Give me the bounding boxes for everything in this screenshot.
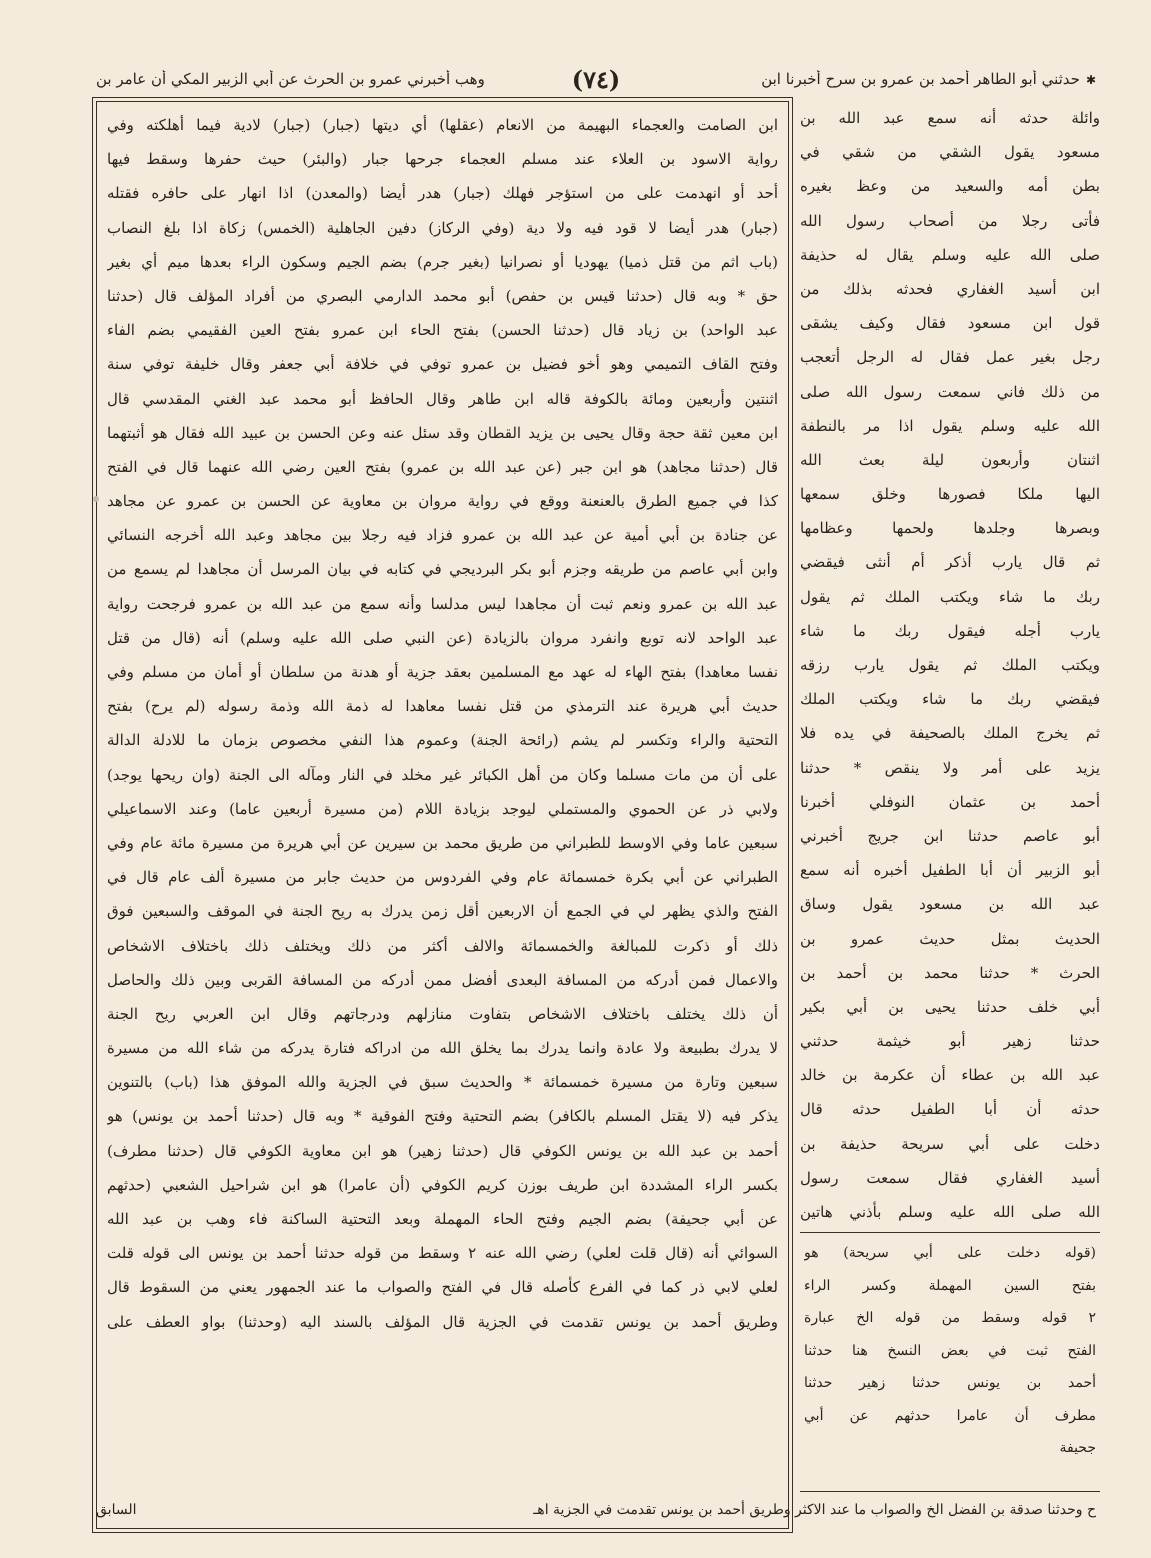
footnote-line: مطرف أن عامرا حدثهم عن أبي [804,1407,1096,1424]
page-header [96,62,1096,96]
commentary-line: وفتح القاف التميمي وهو أخو فضيل بن عمرو توفي في خلافة أبي جعفر وقال خليفة توفي سنة [107,355,778,374]
hadith-line: حدثه أن أبا الطفيل حدثه قال [800,1100,1100,1119]
hadith-lines [800,101,1100,1221]
commentary-line: أن ذلك يختلف باختلاف الاشخاص بتفاوت منازلهم ودرجاتهم وقال ابن العربي ريح الجنة [107,1004,778,1023]
page-number: (٧٤) [571,64,621,94]
commentary-line: الفتح والذي يظهر لي في الجمع أن الاربعين أقل زمن يدرك به ريح الجنة في الموقف والسبعين فوق [107,902,778,921]
commentary-line: حق * وبه قال (حدثنا قيس بن حفص) أبو محمد الدارمي البصري من أفراد المؤلف قال (حدثنا [107,286,778,305]
footnote-lines [804,1237,1096,1465]
hadith-line: أسيد الغفاري فقال سمعت رسول [800,1168,1100,1187]
commentary-line: حديث أبي هريرة عند الترمذي من قتل نفسا معاهدا له ذمة الله وذمة رسوله (لم يرح) بفتح [107,697,778,716]
commentary-line: اثنتين وأربعين ومائة بالكوفة قاله ابن طاهر وقال الحافظ أبو محمد عبد الغني المقدسي قال [107,389,778,408]
commentary-line: على أن من مات مسلما وكان من أهل الكبائر غير مخلد في النار ومآله الى الجنة (وان ريحها يوجد) [107,765,778,784]
commentary-line: (جبار) هدر أيضا لا قود فيه ولا دية (وفي الركاز) دفين الجاهلية (الخمس) زكاة اذا بلغ النصاب [107,218,778,237]
commentary-line: عبد الواحد) بن زياد قال (حدثنا الحسن) بفتح الحاء ابن عمرو بفتح العين الفقيمي بضم الفاء [107,321,778,340]
hadith-line: الله عليه وسلم يقول اذا مر بالنطفة [800,416,1100,435]
footnote-line: أحمد بن يونس حدثنا زهير حدثنا [804,1375,1096,1391]
commentary-line: ولابي ذر عن الحموي والمستملي ليوجد بزيادة اللام (من مسيرة أربعين عاما) وعند الاسماعيلي [107,799,778,818]
hadith-line: مسعود يقول الشقي من شقي في [800,143,1100,162]
hadith-line: اليها ملكا فصورها وخلق سمعها [800,485,1100,504]
hadith-line: بطن أمه والسعيد من وعظ بغيره [800,177,1100,196]
hadith-line: الله صلى الله عليه وسلم بأذني هاتين [800,1203,1100,1221]
footnote-line: الفتح ثبت في بعض النسخ هنا حدثنا [804,1342,1096,1359]
commentary-line: يذكر فيه (لا يقتل المسلم بالكافر) بضم التحتية وفتح الفوقية * وبه قال (حدثنا أحمد بن يونس) هو [107,1107,778,1126]
commentary-line: عبد الله بن عمرو ونعم ثبت أن مجاهدا ليس مدلسا وأنه سمع من عبد الله بن عمرو فرجحت رواية [107,594,778,613]
footer-catchword: السابق [96,1502,137,1518]
hadith-line: ابن أسيد الغفاري فحدثه بذلك من [800,279,1100,298]
hadith-line: ثم يخرج الملك بالصحيفة في يده فلا [800,724,1100,743]
header-left-text: وهب أخبرني عمرو بن الحرث عن أبي الزبير المكي أن عامر بن [96,70,485,88]
hadith-line: يزيد على أمر ولا ينقص * حدثنا [800,758,1100,777]
hadith-line: فيقضي ربك ما شاء ويكتب الملك [800,690,1100,709]
commentary-line: عن أبي جحيفة) بضم الجيم وفتح الحاء المهملة وبعد التحتية الساكنة فاء وهب بن عبد الله [107,1210,778,1228]
header-right-text: ✱حدثني أبو الطاهر أحمد بن عمرو بن سرح أخبرنا ابن [761,70,1096,88]
commentary-line: لعلي لابي ذر كما في الفرع كأصله قال في الفتح والصواب ما عند الجمهور يعني من السقوط قال [107,1278,778,1297]
asterisk-icon: ✱ [1085,73,1096,87]
hadith-line: رجل بغير عمل فقال له الرجل أتعجب [800,348,1100,367]
hadith-line: يارب أجله فيقول ربك ما شاء [800,621,1100,640]
hadith-line: أبي خلف حدثنا يحيى بن أبي بكير [800,997,1100,1016]
commentary-box [96,101,789,1529]
hadith-line: الحديث بمثل حديث عمرو بن [800,929,1100,948]
hadith-line: فأتى رجلا من أصحاب رسول الله [800,211,1100,230]
hadith-text-column [800,101,1100,1221]
hadith-line: أبو الزبير أن أبا الطفيل أخبره أنه سمع [800,861,1100,880]
hadith-line: حدثنا زهير أبو خيثمة حدثني [800,1032,1100,1051]
commentary-line: وطريق أحمد بن يونس تقدمت في الجزية قال المؤلف بالسند اليه (وحدثنا) بواو العطف على [107,1312,778,1331]
commentary-line: ابن الصامت والعجماء البهيمة من الانعام (عقلها) أي ديتها (جبار) (جبار) لادية فيما أهلكته وفي [107,116,778,134]
hadith-line: وبصرها وجلدها ولحمها وعظامها [800,519,1100,538]
hadith-line: صلى الله عليه وسلم يقال له حذيفة [800,245,1100,264]
page-footer [96,1494,1096,1526]
hadith-line: قول ابن مسعود فقال وكيف يشقى [800,314,1100,333]
hadith-line: ربك ما شاء ويكتب الملك ثم يقول [800,587,1100,606]
footer-text: ح وحدثنا صدقة بن الفضل الخ والصواب ما عند الاكثر وطريق أحمد بن يونس تقدمت في الجزية اهـ [533,1502,1096,1518]
commentary-line: أحد أو انهدمت على من استؤجر فهلك (جبار) هدر أيضا (والمعدن) اذا انهار على حافره فقتله [107,184,778,203]
commentary-line: رواية الاسود بن العلاء عند مسلم العجماء جرحها جبار (والبئر) حيث حفرها وسقط فيها [107,150,778,169]
hadith-line: الحرث * حدثنا محمد بن أحمد بن [800,963,1100,982]
commentary-lines [107,108,778,1339]
margin-speck [93,496,99,502]
hadith-line: اثنتان وأربعون ليلة بعث الله [800,450,1100,469]
commentary-line: ذلك أو ذكرت للمبالغة والخمسمائة والالف أكثر من ذلك ويختلف ذلك باختلاف الاشخاص [107,936,778,955]
hadith-line: أحمد بن عثمان النوفلي أخبرنا [800,792,1100,811]
commentary-line: سبعين عاما وفي الاوسط للطبراني من طريق محمد بن سيرين عن أبي هريرة من مسيرة مائة عام وفي [107,833,778,852]
commentary-line: قال (حدثنا مجاهد) هو ابن جبر (عن عبد الله بن عمرو) بفتح العين رضي الله عنهما قال في الفتح [107,457,778,476]
hadith-line: عبد الله بن عطاء أن عكرمة بن خالد [800,1066,1100,1085]
commentary-line: (باب اثم من قتل ذميا) يهوديا أو نصرانيا (بغير جرم) بضم الجيم وسكون الراء بعدها ميم أي بغير [107,252,778,271]
commentary-line: سبعين وتارة من مسيرة خمسمائة * والحديث سبق في الجزية والله الموفق هذا (باب) بالتنوين [107,1073,778,1092]
hadith-line: عبد الله بن مسعود يقول وساق [800,895,1100,914]
footnote-line: (قوله دخلت على أبي سريحة) هو [804,1245,1096,1261]
commentary-line: ابن معين ثقة حجة وقال يحيى بن يزيد القطان وقد سئل عنه وعن الحسن بن عبيد الله فقال هو أثبتهما [107,423,778,442]
commentary-line: كذا في جميع الطرق بالعنعنة ووقع في رواية مروان بن معاوية عن الحسن بن عمرو عن مجاهد [107,492,778,511]
commentary-line: أحمد بن عبد الله بن يونس الكوفي قال (حدثنا زهير) هو ابن معاوية الكوفي قال (حدثنا مطرف) [107,1141,778,1160]
footnote-line: ٢ قوله وسقط من قوله الخ عبارة [804,1310,1096,1326]
footnote-line: بفتح السين المهملة وكسر الراء [804,1277,1096,1294]
hadith-line: دخلت على أبي سريحة حذيفة بن [800,1134,1100,1153]
commentary-line: والاعمال فمن أدركه من المسافة البعدى أفضل ممن أدركه من المسافة القربى وبين ذلك والحاصل [107,970,778,989]
hadith-line: وائلة حدثه أنه سمع عبد الله بن [800,109,1100,127]
commentary-line: نفسا معاهدا) بفتح الهاء له عهد مع المسلمين بعقد جزية أو هدنة من سلطان أو أمان من مسلم وفي [107,663,778,681]
hadith-line: أبو عاصم حدثنا ابن جريج أخبرني [800,826,1100,845]
commentary-line: السوائي أنه (قال قلت لعلي) رضي الله عنه ٢ وسقط من قوله حدثنا أحمد بن يونس الى قوله قلت [107,1244,778,1263]
hadith-line: ثم قال يارب أذكر أم أنثى فيقضي [800,553,1100,572]
footnote-line: جحيفة [1059,1440,1096,1456]
commentary-line: الطبراني عن أبي بكرة خمسمائة عام وفي الفردوس من حديث جابر من مسيرة ألف عام قال في [107,868,778,887]
side-footnote-box [800,1232,1100,1492]
hadith-line: ويكتب الملك ثم يقول يارب رزقه [800,656,1100,674]
commentary-line: التحتية والراء وتكسر لم يشم (رائحة الجنة) وعموم هذا النفي مخصوص بزمان ما للادلة الدالة [107,731,778,750]
commentary-line: بكسر الراء المشددة ابن طريف بوزن كريم الكوفي (أن عامرا) هو ابن شراحيل الشعبي (حدثهم [107,1175,778,1194]
commentary-line: عبد الواحد لانه توبع وانفرد مروان بالزيادة (عن النبي صلى الله عليه وسلم) أنه (قال من قتل [107,628,778,647]
commentary-line: وابن أبي عاصم من طريقه وجزم أبو بكر البرديجي في كتابه في بيان المرسل أن مجاهدا لم يسمع من [107,560,778,579]
hadith-line: من ذلك فاني سمعت رسول الله صلى [800,382,1100,401]
commentary-line: عن جنادة بن أبي أمية عن عبد الله بن عمرو فزاد فيه رجلا بين مجاهد وعبد الله أخرجه النسائي [107,526,778,545]
commentary-line: لا يدرك بطبيعة ولا عادة وانما يدرك بما يخلق الله من ادراكه فتارة يدركه من شاء الله من مسيرة [107,1039,778,1058]
